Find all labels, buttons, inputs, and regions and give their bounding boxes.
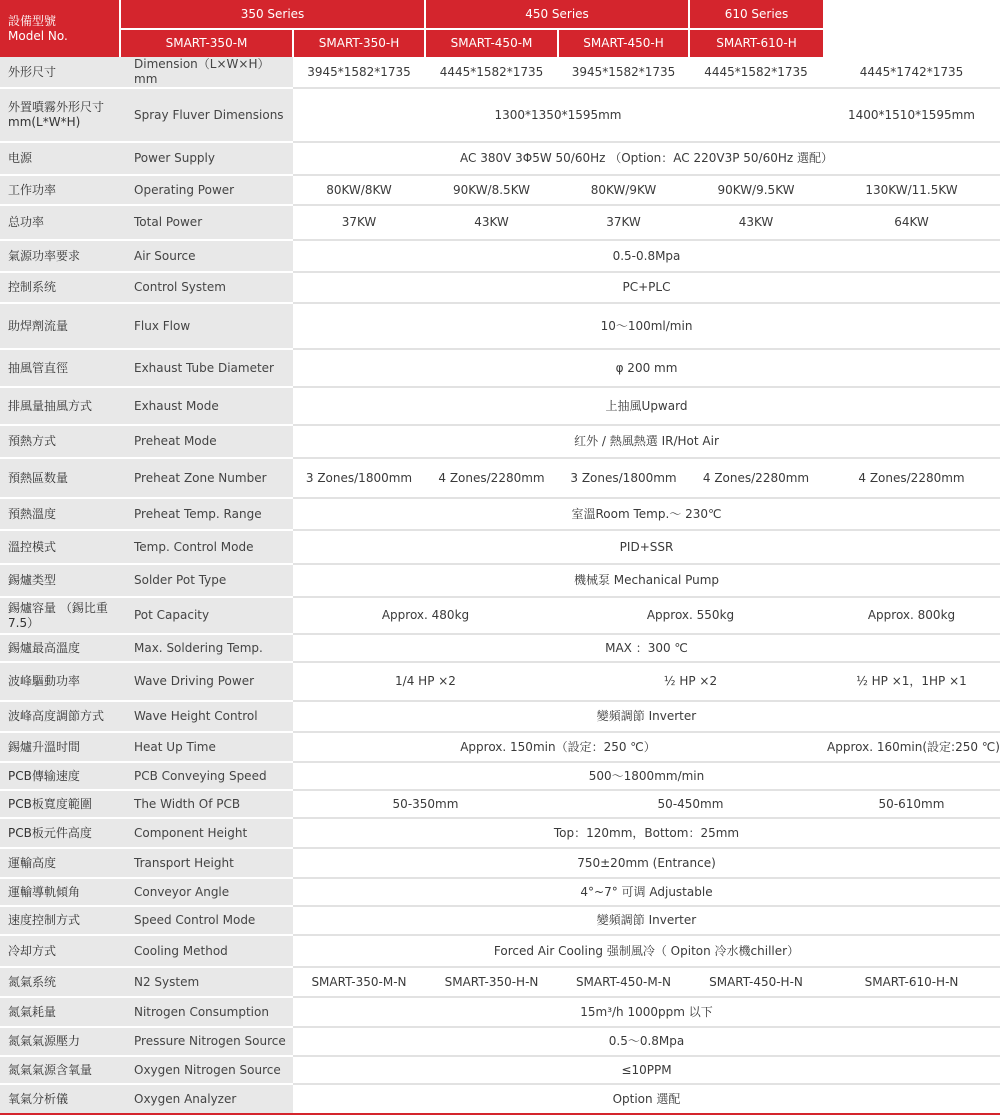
spec-value: Approx. 150min（設定：250 ℃） — [293, 732, 823, 762]
spec-value: 15m³/h 1000ppm 以下 — [293, 997, 1000, 1027]
table-row — [0, 349, 1000, 387]
spec-value: 0.5-0.8Mpa — [293, 240, 1000, 272]
table-row — [0, 175, 1000, 205]
spec-label-zh: 預熱區数量 — [0, 458, 120, 498]
spec-value: 上抽風Upward — [293, 387, 1000, 425]
spec-label-zh: 氣源功率要求 — [0, 240, 120, 272]
table-row — [0, 425, 1000, 458]
model-no-label-zh: 設備型號 — [8, 13, 57, 28]
spec-value: 3945*1582*1735 — [293, 57, 425, 88]
table-row — [0, 205, 1000, 240]
spec-label-en: Pot Capacity — [120, 597, 293, 634]
spec-value: 4445*1742*1735 — [823, 57, 1000, 88]
model-no-header — [0, 0, 120, 57]
spec-label-en: Wave Height Control — [120, 701, 293, 732]
spec-value: 3945*1582*1735 — [558, 57, 689, 88]
spec-value: 變頻調節 Inverter — [293, 701, 1000, 732]
spec-label-zh: 速度控制方式 — [0, 906, 120, 935]
spec-value: ½ HP ×1，1HP ×1 — [823, 662, 1000, 701]
table-row — [0, 498, 1000, 530]
spec-value: SMART-610-H-N — [823, 967, 1000, 997]
spec-label-zh: 助焊劑流量 — [0, 303, 120, 349]
spec-label-zh: 錫爐容量 （錫比重 7.5） — [0, 597, 120, 634]
model-header: SMART-450-H — [558, 29, 689, 57]
spec-value: Approx. 160min(設定:250 ℃) — [823, 732, 1000, 762]
spec-label-zh: PCB板元件高度 — [0, 818, 120, 848]
spec-label-zh: 电源 — [0, 142, 120, 175]
spec-label-zh: 運輸高度 — [0, 848, 120, 878]
spec-label-zh: 外形尺寸 — [0, 57, 120, 88]
spec-value: 750±20mm (Entrance) — [293, 848, 1000, 878]
spec-label-en: Preheat Temp. Range — [120, 498, 293, 530]
spec-value: 0.5～0.8Mpa — [293, 1027, 1000, 1056]
spec-label-en: Oxygen Analyzer — [120, 1084, 293, 1114]
table-row — [0, 935, 1000, 967]
series-header-450: 450 Series — [425, 0, 689, 29]
spec-value: Option 選配 — [293, 1084, 1000, 1114]
spec-label-zh: 总功率 — [0, 205, 120, 240]
spec-value: φ 200 mm — [293, 349, 1000, 387]
series-header-610: 610 Series — [689, 0, 823, 29]
spec-value: ½ HP ×2 — [558, 662, 823, 701]
spec-label-en: Air Source — [120, 240, 293, 272]
spec-value: 變頻調節 Inverter — [293, 906, 1000, 935]
spec-value: 80KW/8KW — [293, 175, 425, 205]
spec-label-zh: 波峰高度調節方式 — [0, 701, 120, 732]
spec-value: 43KW — [689, 205, 823, 240]
spec-label-en: Wave Driving Power — [120, 662, 293, 701]
spec-label-en: Flux Flow — [120, 303, 293, 349]
table-row — [0, 906, 1000, 935]
table-row — [0, 88, 1000, 142]
spec-value: 4 Zones/2280mm — [823, 458, 1000, 498]
spec-value: 10～100ml/min — [293, 303, 1000, 349]
spec-label-en: Spray Fluver Dimensions — [120, 88, 293, 142]
spec-label-en: Speed Control Mode — [120, 906, 293, 935]
table-row — [0, 1084, 1000, 1114]
spec-label-zh: 工作功率 — [0, 175, 120, 205]
spec-value: 4 Zones/2280mm — [689, 458, 823, 498]
table-row — [0, 303, 1000, 349]
spec-value: 1/4 HP ×2 — [293, 662, 558, 701]
spec-label-zh: PCB傳输速度 — [0, 762, 120, 790]
spec-label-en: Max. Soldering Temp. — [120, 634, 293, 662]
spec-label-en: Pressure Nitrogen Source — [120, 1027, 293, 1056]
spec-value: 50-350mm — [293, 790, 558, 818]
spec-value: 3 Zones/1800mm — [293, 458, 425, 498]
spec-value: 1300*1350*1595mm — [293, 88, 823, 142]
spec-label-en: Preheat Zone Number — [120, 458, 293, 498]
table-row — [0, 732, 1000, 762]
spec-label-en: Preheat Mode — [120, 425, 293, 458]
table-row — [0, 997, 1000, 1027]
spec-value: 50-610mm — [823, 790, 1000, 818]
table-row — [0, 1027, 1000, 1056]
spec-value: Approx. 550kg — [558, 597, 823, 634]
spec-value: ≤10PPM — [293, 1056, 1000, 1084]
table-row — [0, 142, 1000, 175]
spec-label-zh: 錫爐类型 — [0, 564, 120, 597]
spec-label-zh: 預熱方式 — [0, 425, 120, 458]
spec-value: 500～1800mm/min — [293, 762, 1000, 790]
spec-label-en: N2 System — [120, 967, 293, 997]
table-row — [0, 634, 1000, 662]
table-row — [0, 57, 1000, 88]
spec-label-zh: 運輸導軌傾角 — [0, 878, 120, 906]
spec-label-zh: 預熱溫度 — [0, 498, 120, 530]
spec-value: 50-450mm — [558, 790, 823, 818]
spec-label-en: Exhaust Tube Diameter — [120, 349, 293, 387]
spec-value: 红外 / 熱風熱選 IR/Hot Air — [293, 425, 1000, 458]
spec-value: 37KW — [293, 205, 425, 240]
spec-label-zh: 氮氣耗量 — [0, 997, 120, 1027]
spec-value: 4445*1582*1735 — [689, 57, 823, 88]
spec-value: Approx. 480kg — [293, 597, 558, 634]
table-row — [0, 701, 1000, 732]
spec-value: 機械泵 Mechanical Pump — [293, 564, 1000, 597]
spec-label-en: PCB Conveying Speed — [120, 762, 293, 790]
spec-label-zh: 控制系统 — [0, 272, 120, 303]
spec-label-en: Temp. Control Mode — [120, 530, 293, 564]
table-row — [0, 1056, 1000, 1084]
spec-table-body — [0, 57, 1000, 1114]
table-row — [0, 530, 1000, 564]
spec-value: SMART-450-M-N — [558, 967, 689, 997]
spec-value: 4 Zones/2280mm — [425, 458, 558, 498]
spec-label-zh: 排風量抽風方式 — [0, 387, 120, 425]
table-row — [0, 272, 1000, 303]
spec-label-en: Dimension（L×W×H）mm — [120, 57, 293, 88]
spec-label-zh: PCB板寬度範圍 — [0, 790, 120, 818]
spec-label-en: Nitrogen Consumption — [120, 997, 293, 1027]
spec-label-zh: 氮氣氣源含氧量 — [0, 1056, 120, 1084]
table-row — [0, 967, 1000, 997]
spec-label-en: Cooling Method — [120, 935, 293, 967]
spec-label-zh: 外置噴霧外形尺寸 mm(L*W*H) — [0, 88, 120, 142]
model-header: SMART-610-H — [689, 29, 823, 57]
table-row — [0, 878, 1000, 906]
spec-value: AC 380V 3Φ5W 50/60Hz （Option：AC 220V3P 50/60Hz 選配） — [293, 142, 1000, 175]
spec-label-en: Transport Height — [120, 848, 293, 878]
spec-label-zh: 錫爐升溫时間 — [0, 732, 120, 762]
spec-value: 130KW/11.5KW — [823, 175, 1000, 205]
table-row — [0, 818, 1000, 848]
table-row — [0, 387, 1000, 425]
spec-value: 90KW/8.5KW — [425, 175, 558, 205]
spec-label-zh: 抽風管直徑 — [0, 349, 120, 387]
table-row — [0, 662, 1000, 701]
table-row — [0, 458, 1000, 498]
spec-label-en: Component Height — [120, 818, 293, 848]
spec-label-zh: 氧氣分析儀 — [0, 1084, 120, 1114]
spec-value: 4°~7° 可调 Adjustable — [293, 878, 1000, 906]
spec-label-zh: 冷却方式 — [0, 935, 120, 967]
spec-label-en: Operating Power — [120, 175, 293, 205]
spec-label-zh: 氮氣系统 — [0, 967, 120, 997]
spec-value: SMART-350-H-N — [425, 967, 558, 997]
spec-value: 43KW — [425, 205, 558, 240]
spec-value: 37KW — [558, 205, 689, 240]
spec-value: SMART-350-M-N — [293, 967, 425, 997]
spec-value: PC+PLC — [293, 272, 1000, 303]
spec-label-en: The Width Of PCB — [120, 790, 293, 818]
spec-value: 64KW — [823, 205, 1000, 240]
spec-value: Approx. 800kg — [823, 597, 1000, 634]
table-row — [0, 790, 1000, 818]
spec-label-en: Total Power — [120, 205, 293, 240]
series-header-350: 350 Series — [120, 0, 425, 29]
spec-label-en: Heat Up Time — [120, 732, 293, 762]
spec-value: Forced Air Cooling 强制風冷（ Opiton 冷水機chiller） — [293, 935, 1000, 967]
spec-label-en: Power Supply — [120, 142, 293, 175]
spec-label-en: Conveyor Angle — [120, 878, 293, 906]
spec-value: SMART-450-H-N — [689, 967, 823, 997]
spec-label-en: Control System — [120, 272, 293, 303]
spec-label-en: Oxygen Nitrogen Source — [120, 1056, 293, 1084]
spec-label-zh: 溫控模式 — [0, 530, 120, 564]
spec-label-en: Solder Pot Type — [120, 564, 293, 597]
spec-value: 90KW/9.5KW — [689, 175, 823, 205]
spec-label-zh: 波峰驅動功率 — [0, 662, 120, 701]
table-row — [0, 762, 1000, 790]
spec-value: 1400*1510*1595mm — [823, 88, 1000, 142]
spec-value: Top：120mm，Bottom：25mm — [293, 818, 1000, 848]
table-row — [0, 848, 1000, 878]
spec-value: 室溫Room Temp.～ 230℃ — [293, 498, 1000, 530]
spec-value: 3 Zones/1800mm — [558, 458, 689, 498]
table-row — [0, 240, 1000, 272]
spec-value: PID+SSR — [293, 530, 1000, 564]
table-row — [0, 564, 1000, 597]
spec-value: 4445*1582*1735 — [425, 57, 558, 88]
table-row — [0, 597, 1000, 634]
spec-label-en: Exhaust Mode — [120, 387, 293, 425]
model-header: SMART-350-H — [293, 29, 425, 57]
model-no-label-en: Model No. — [8, 28, 68, 43]
spec-value: 80KW/9KW — [558, 175, 689, 205]
model-header: SMART-450-M — [425, 29, 558, 57]
spec-label-zh: 錫爐最高溫度 — [0, 634, 120, 662]
model-header: SMART-350-M — [120, 29, 293, 57]
spec-value: MAX ：300 ℃ — [293, 634, 1000, 662]
spec-label-zh: 氮氣氣源壓力 — [0, 1027, 120, 1056]
